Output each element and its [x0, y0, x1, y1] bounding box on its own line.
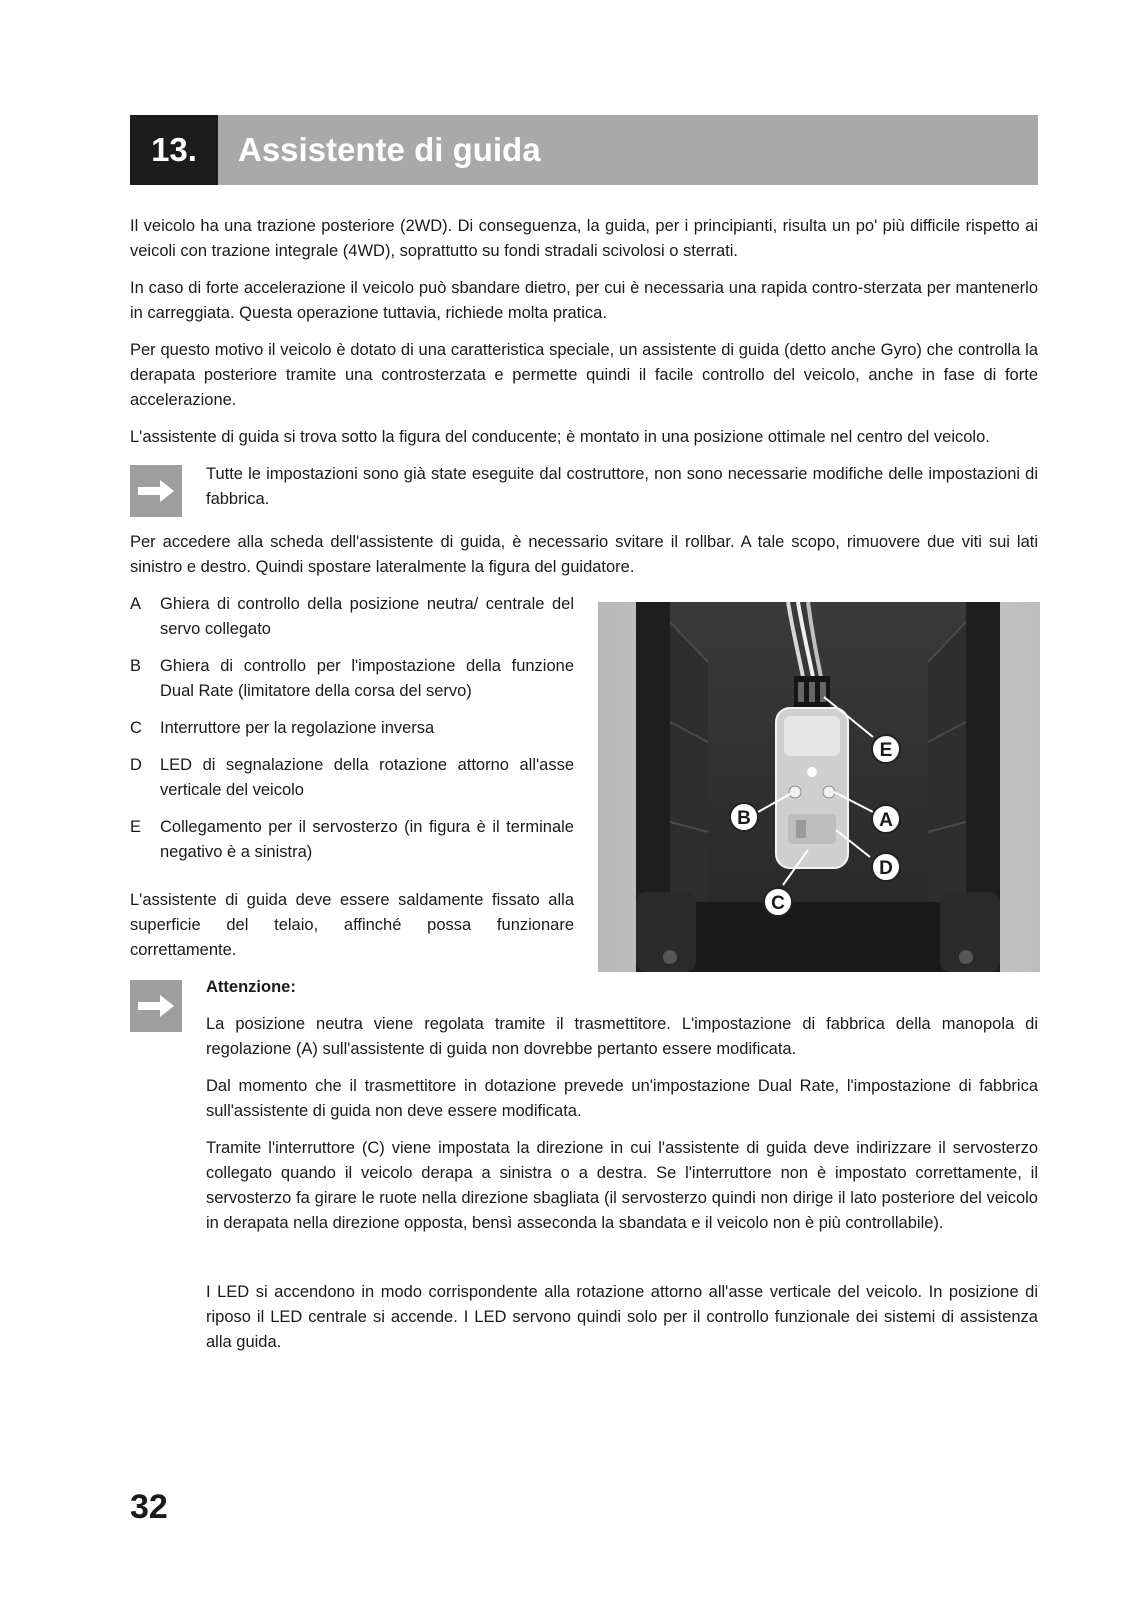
figure-label-a — [872, 805, 900, 833]
list-item: A Ghiera di controllo della posizione neutra/ centrale del servo collegato — [130, 595, 574, 638]
svg-text:A: A — [879, 810, 893, 831]
list-item: C Interruttore per la regolazione inversa — [130, 719, 435, 737]
attention-heading: Attenzione: — [206, 978, 296, 996]
figure-label-e — [872, 735, 900, 763]
component-list — [130, 592, 574, 877]
figure-label-d — [872, 853, 900, 881]
section-header — [130, 115, 1038, 185]
paragraph-access: Per accedere alla scheda dell'assistente di guida, è necessario svitare il rollbar. A tale scopo, rimuovere due viti sui lati sinistro e destro. Quindi spostare lateralmente la figura del guidatore. — [130, 533, 1038, 576]
figure-label-c — [764, 888, 792, 916]
note-factory-settings: Tutte le impostazioni sono già state eseguite dal costruttore, non sono necessarie modifiche delle impostazioni di fabbrica. — [206, 465, 1038, 508]
attention-neutral: La posizione neutra viene regolata tramite il trasmettitore. L'impostazione di fabbrica della manopola di regolazione (A) sull'assistente di guida non dovrebbe pertanto essere modificata. — [206, 1015, 1038, 1058]
list-item: B Ghiera di controllo per l'impostazione della funzione Dual Rate (limitatore della corsa del servo) — [130, 657, 574, 700]
svg-text:B: B — [737, 808, 751, 829]
paragraph-mounting: L'assistente di guida deve essere saldamente fissato alla superficie del telaio, affinché possa funzionare correttamente. — [130, 891, 574, 959]
paragraph-gyro: Per questo motivo il veicolo è dotato di una caratteristica speciale, un assistente di guida (detto anche Gyro) che controlla la derapata posteriore tramite una controsterzata e permette quindi il facile controllo del veicolo, anche in fase di forte accelerazione. — [130, 341, 1038, 409]
list-item: E Collegamento per il servosterzo (in figura è il terminale negativo è a sinistra) — [130, 818, 574, 861]
gyro-photo — [598, 602, 1040, 972]
list-item: D LED di segnalazione della rotazione attorno all'asse verticale del veicolo — [130, 756, 574, 799]
paragraph-intro: Il veicolo ha una trazione posteriore (2WD). Di conseguenza, la guida, per i principianti, risulta un po' più difficile rispetto ai veicoli con trazione integrale (4WD), soprattutto su fondi stradali scivolosi o sterrati. — [130, 217, 1038, 260]
attention-switch: Tramite l'interruttore (C) viene impostata la direzione in cui l'assistente di guida deve indirizzare il servosterzo collegato quando il veicolo derapa a sinistra o a destra. Se l'interruttore non è impostato correttamente, il servosterzo fa girare le ruote nella direzione sbagliata (il servosterzo quindi non dirige il lato posteriore del veicolo in derapata nella direzione opposta, bensì asseconda la sbandata e il veicolo non è più controllabile). — [206, 1139, 1038, 1232]
svg-text:C: C — [771, 893, 785, 914]
section-title: Assistente di guida — [218, 115, 1038, 185]
figure-label-b — [730, 803, 758, 831]
paragraph-acceleration: In caso di forte accelerazione il veicolo può sbandare dietro, per cui è necessaria una rapida contro-sterzata per mantenerlo in carreggiata. Questa operazione tuttavia, richiede molta pratica. — [130, 279, 1038, 322]
section-number: 13. — [130, 115, 218, 185]
attention-arrow-icon — [130, 980, 182, 1032]
page-number: 32 — [130, 1488, 168, 1526]
svg-text:D: D — [879, 858, 893, 879]
note-arrow-icon — [130, 465, 182, 517]
attention-led: I LED si accendono in modo corrispondente alla rotazione attorno all'asse verticale del veicolo. In posizione di riposo il LED centrale si accende. I LED servono quindi solo per il controllo funzionale dei sistemi di assistenza alla guida. — [206, 1283, 1038, 1351]
paragraph-location: L'assistente di guida si trova sotto la figura del conducente; è montato in una posizione ottimale nel centro del veicolo. — [130, 428, 990, 446]
attention-dual-rate: Dal momento che il trasmettitore in dotazione prevede un'impostazione Dual Rate, l'impostazione di fabbrica sull'assistente di guida non deve essere modificata. — [206, 1077, 1038, 1120]
svg-text:E: E — [879, 740, 893, 761]
